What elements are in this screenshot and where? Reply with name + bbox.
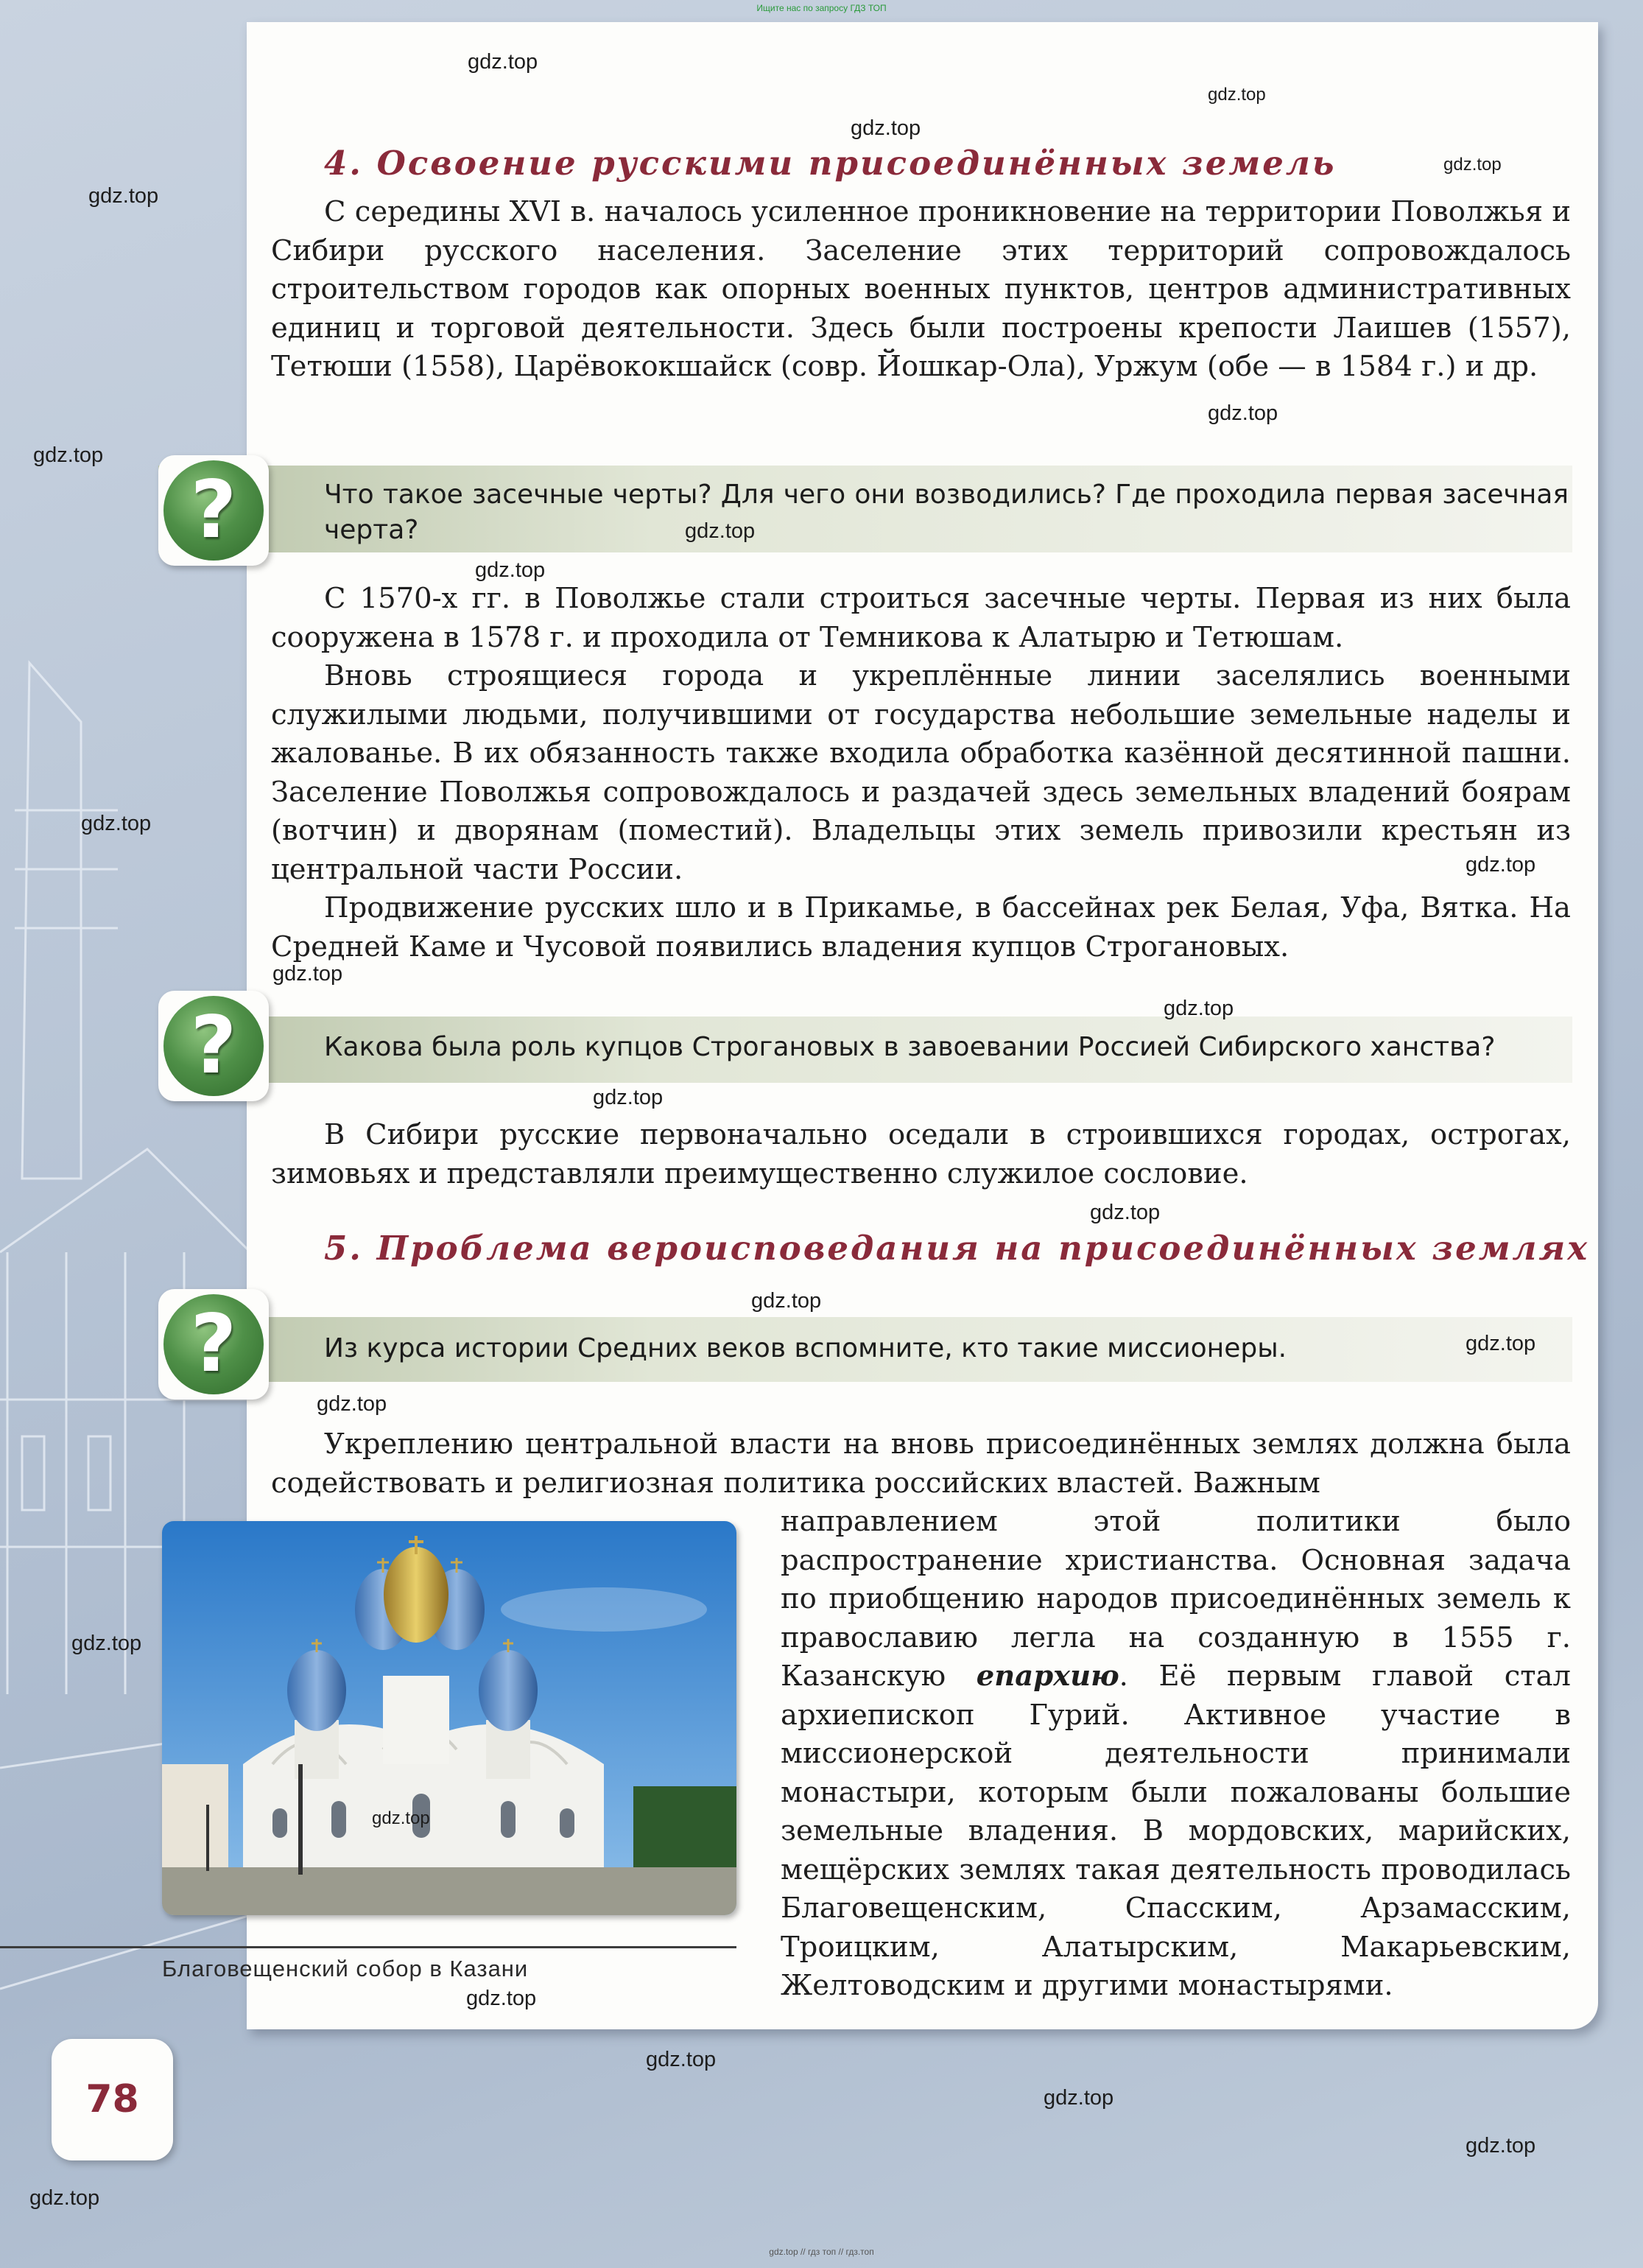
watermark: gdz.top (88, 184, 159, 208)
watermark: gdz.top (1208, 401, 1278, 425)
watermark: gdz.top (1466, 2134, 1536, 2158)
watermark: gdz.top (1164, 997, 1234, 1020)
watermark: gdz.top (272, 962, 343, 986)
page-number: 78 (52, 2039, 173, 2160)
paragraph-military-settlers: Вновь строящиеся города и укреплённые линии заселялись военными служилыми людьми, получившими от государства небольшие земельные наделы и жалованье. В их обязанность также входила обработка казённой десятинной пашни. Заселение Поволжья сопровождалось и раздачей здесь земельных владений боярам (вотчин) и дворянам (поместий). Владельцы этих земель привозили крестьян из центральной части России. (271, 659, 1571, 886)
watermark: gdz.top (685, 519, 756, 543)
christianity-text-end: . Её первым главой стал архиепископ Гурий. Активное участие в миссионерской деятельности принимали монастыри, которым были пожалованы большие земельные владения. В мордовских, марийских, мещёрских землях такая деятельность проводилась Благовещенским, Спасским, Арзамасским, Троицким, Алатырским, Макарьевским, Желтоводским и другими монастырями. (781, 1660, 1571, 2002)
question-3-text: Из курса истории Средних веков вспомните, кто такие миссионеры. (324, 1333, 1287, 1363)
paragraph-christianity (781, 1503, 1571, 2006)
paragraph-religious-policy: Укреплению центральной власти на вновь присоединённых землях должна была содействовать и религиозная политика российских властей. Важным (271, 1428, 1571, 1500)
question-icon-3 (158, 1289, 269, 1400)
watermark: gdz.top (1044, 2086, 1114, 2110)
watermark: gdz.top (1466, 853, 1536, 877)
watermark: gdz.top (1443, 155, 1502, 175)
section-5-heading: 5. Проблема вероисповедания на присоединённых землях (324, 1229, 1590, 1268)
question-2-text: Какова была роль купцов Строгановых в завоевании Россией Сибирского ханства? (324, 1032, 1496, 1062)
paragraph-settlement: С середины XVI в. началось усиленное проникновение на территории Поволжья и Сибири русского населения. Заселение этих территорий сопровождалось строительством городов как опорных военных пунктов, центров административных единиц и торговой деятельности. Здесь были построены крепости Лаишев (1557), Тетюши (1558), Царёвококшайск (совр. Йошкар-Ола), Уржум (обе — в 1584 г.) и др. (271, 195, 1571, 383)
background-sketch (0, 0, 250, 2268)
top-notice: Ищите нас по запросу ГДЗ ТОП (756, 3, 887, 13)
paragraph-prikamye: Продвижение русских шло и в Прикамье, в бассейнах рек Белая, Уфа, Вятка. На Средней Каме и Чусовой появились владения купцов Строгановых. (271, 891, 1571, 963)
question-mark-icon: ? (163, 996, 264, 1096)
question-mark-icon: ? (163, 460, 264, 561)
watermark: gdz.top (475, 558, 546, 582)
watermark: gdz.top (1466, 1332, 1536, 1355)
paragraph-zasechnye-cherty: С 1570-х гг. в Поволжье стали строиться засечные черты. Первая из них была сооружена в 1578 г. и проходила от Темникова к Алатырю и Тетюшам. (271, 582, 1571, 654)
watermark: gdz.top (1208, 85, 1266, 105)
watermark: gdz.top (33, 443, 104, 467)
term-eparchy: епархию (976, 1660, 1119, 1693)
cathedral-photo (162, 1521, 736, 1915)
watermark: gdz.top (81, 812, 152, 835)
watermark: gdz.top (593, 1086, 664, 1109)
bottom-notice: gdz.top // гдз топ // гдз.топ (769, 2247, 874, 2257)
watermark: gdz.top (646, 2048, 717, 2071)
watermark: gdz.top (71, 1632, 142, 1655)
watermark: gdz.top (317, 1392, 387, 1416)
question-1-text: Что такое засечные черты? Для чего они возводились? Где проходила первая засечная черта? (324, 480, 1569, 545)
paragraph-siberia: В Сибири русские первоначально оседали в строившихся городах, острогах, зимовьях и представляли преимущественно служилое сословие. (271, 1118, 1571, 1190)
watermark: gdz.top (29, 2186, 100, 2210)
watermark: gdz.top (372, 1808, 430, 1828)
question-mark-icon: ? (163, 1294, 264, 1394)
question-icon-2 (158, 991, 269, 1101)
photo-caption: Благовещенский собор в Казани (162, 1956, 529, 1981)
watermark: gdz.top (851, 116, 921, 140)
section-4-heading: 4. Освоение русскими присоединённых земель (324, 144, 1337, 183)
caption-divider (0, 1946, 736, 1948)
christianity-text-start: направлением этой политики было распространение христианства. Основная задача по приобщению народов присоединённых земель к православию легла на созданную в 1555 г. Казанскую (781, 1505, 1571, 1693)
question-icon-1 (158, 455, 269, 566)
watermark: gdz.top (468, 50, 538, 74)
watermark: gdz.top (466, 1987, 537, 2010)
watermark: gdz.top (1090, 1201, 1161, 1224)
watermark: gdz.top (751, 1289, 822, 1313)
